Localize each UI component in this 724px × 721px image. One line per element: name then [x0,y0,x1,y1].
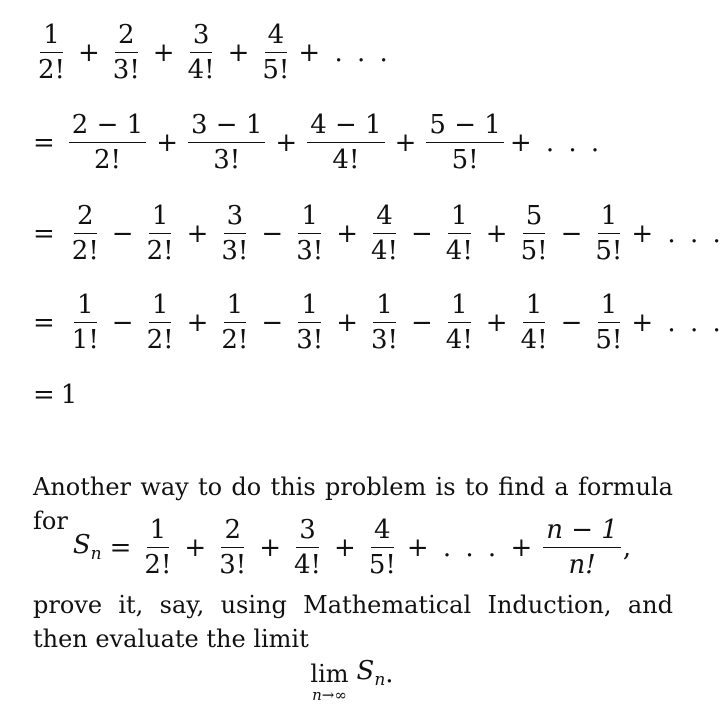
limit-operator: lim n→∞ [310,660,349,704]
ellipsis: + . . . [631,307,724,338]
fraction: $\frac{1}{2!}$ [146,290,174,355]
fraction: $\frac{2 - 1}{2!}$ [69,112,146,173]
fraction: $\frac{5}{5!}$ [520,201,548,266]
fraction: $\frac{1}{3!}$ [370,290,398,355]
ellipsis: + . . . [509,127,603,158]
fraction: $\frac{1}{3!}$ [296,201,324,266]
sn-formula [0,517,704,578]
plus-sign: + [152,37,175,68]
plus-sign: + [186,307,209,338]
fraction: $\frac{1}{4!}$ [445,201,473,266]
series-line-2 [33,112,602,173]
fraction: $\frac{1}{5!}$ [595,201,623,266]
fraction: $\frac{1}{2!}$ [221,290,249,355]
equals-sign: = [33,307,55,338]
sn-symbol: $S_n$ [72,530,102,565]
series-line-1 [33,22,391,83]
plus-sign: + [485,218,508,249]
ellipsis: + . . . [631,218,724,249]
result-value: 1 [60,380,78,410]
plus-sign: + [184,532,207,563]
equals-sign: = [33,218,55,249]
minus-sign: − [111,307,134,338]
paragraph-induction: prove it, say, using Mathematical Induction, and then evaluate the limit [33,591,673,653]
equals-sign: = [109,532,132,563]
fraction: $\frac{3}{4!}$ [187,20,215,85]
fraction: $\frac{4}{5!}$ [368,515,396,580]
period: . [385,658,394,689]
fraction: $\frac{3}{4!}$ [294,515,322,580]
plus-sign: + [259,532,282,563]
minus-sign: − [560,218,583,249]
fraction: $\frac{1}{5!}$ [595,290,623,355]
fraction: $\frac{1}{4!}$ [445,290,473,355]
series-line-4 [33,292,724,353]
fraction: $\frac{1}{2!}$ [146,201,174,266]
plus-sign: + [334,532,356,563]
plus-sign: + [78,37,100,68]
plus-sign: + [485,307,508,338]
plus-sign: + [394,127,417,158]
fraction: $\frac{5 - 1}{5!}$ [426,112,503,173]
limit-expression [0,656,704,704]
fraction: $\frac{2}{2!}$ [71,201,99,266]
comma: , [622,532,632,563]
ellipsis: + . . . [298,37,391,68]
fraction: $\frac{4 - 1}{4!}$ [307,112,384,173]
fraction: $\frac{2}{3!}$ [219,515,247,580]
plus-sign: + [275,127,298,158]
minus-sign: − [560,307,583,338]
minus-sign: − [111,218,134,249]
plus-sign: + [336,307,358,338]
minus-sign: − [410,218,433,249]
plus-sign: + [156,127,178,158]
fraction: $\frac{3}{3!}$ [221,201,249,266]
fraction: $\frac{1}{3!}$ [296,290,324,355]
equals-sign: = [33,380,55,410]
series-line-3 [33,203,724,264]
series-result [33,382,77,408]
paragraph-intro: Another way to do this problem is to find a formula for [33,473,673,535]
fraction: $\frac{1}{4!}$ [520,290,548,355]
plus-sign: + [227,37,250,68]
plus-sign: + [186,218,209,249]
fraction: $\frac{1}{2!}$ [144,515,172,580]
ellipsis: + . . . + [406,532,536,563]
general-term-fraction: $\frac{n - 1}{n!}$ [543,517,621,578]
fraction: $\frac{4}{5!}$ [262,20,290,85]
sn-symbol: $S_n$ [356,656,386,691]
fraction: $\frac{4}{4!}$ [370,201,398,266]
minus-sign: − [261,307,284,338]
equals-sign: = [33,127,55,158]
minus-sign: − [410,307,433,338]
fraction: $\frac{1}{2!}$ [38,20,65,85]
minus-sign: − [261,218,284,249]
fraction: $\frac{2}{3!}$ [112,20,140,85]
fraction: $\frac{3 - 1}{3!}$ [188,112,265,173]
plus-sign: + [336,218,358,249]
fraction: $\frac{1}{1!}$ [71,290,99,355]
